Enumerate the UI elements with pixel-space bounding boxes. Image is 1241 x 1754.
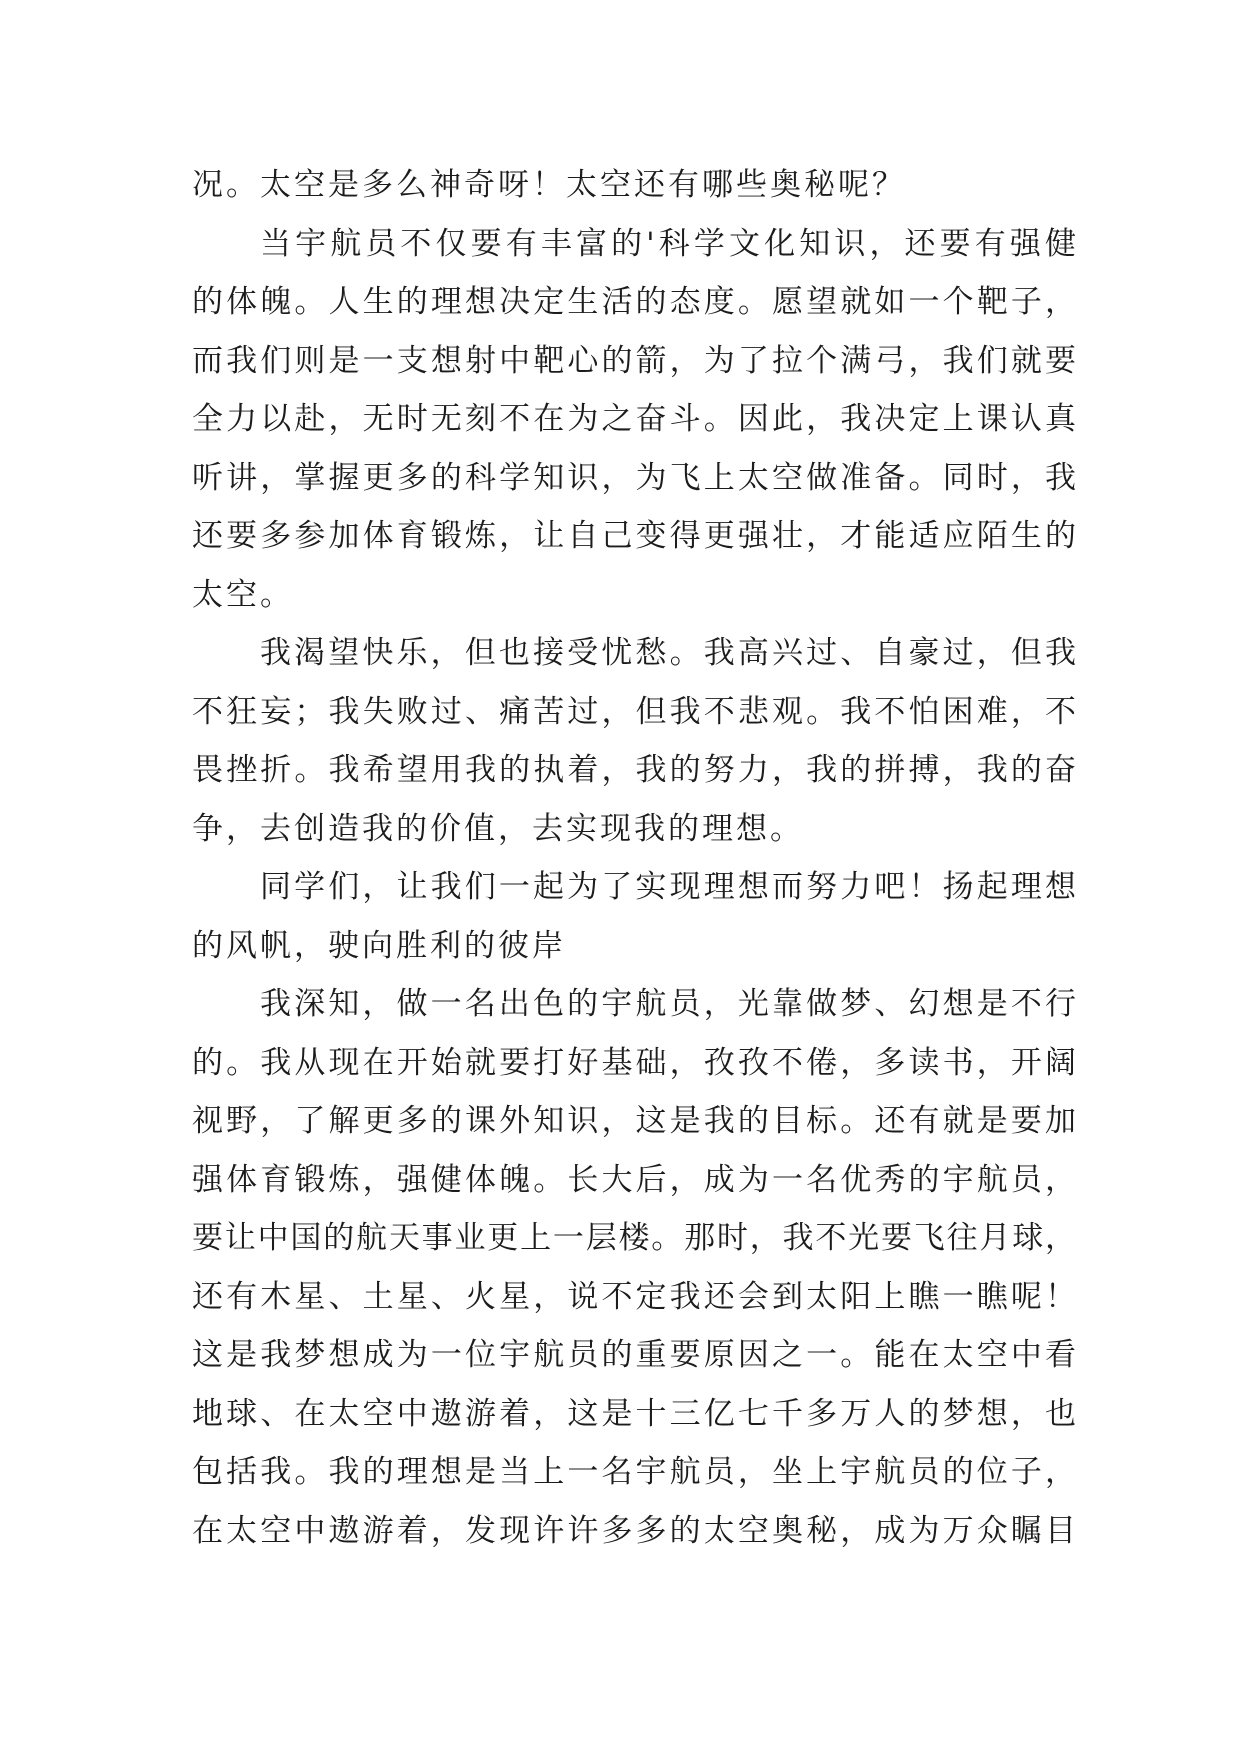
text-line: 还要多参加体育锻炼，让自己变得更强壮，才能适应陌生的 [192, 518, 1076, 554]
text-line: 还有木星、土星、火星，说不定我还会到太阳上瞧一瞧呢！ [192, 1278, 1076, 1315]
text-line: 的体魄。人生的理想决定生活的态度。愿望就如一个靶子， [192, 284, 1076, 320]
text-line: 的。我从现在开始就要打好基础，孜孜不倦，多读书，开阔 [192, 1044, 1076, 1081]
text-line: 在太空中遨游着，发现许许多多的太空奥秘，成为万众瞩目 [192, 1512, 1076, 1549]
text-line: 强体育锻炼，强健体魄。长大后，成为一名优秀的宇航员， [192, 1161, 1076, 1198]
text-line: 的风帆，驶向胜利的彼岸 [192, 927, 566, 964]
text-line: 同学们，让我们一起为了实现理想而努力吧！扬起理想 [260, 869, 1076, 905]
text-line: 包括我。我的理想是当上一名宇航员，坐上宇航员的位子， [192, 1454, 1076, 1490]
text-line: 这是我梦想成为一位宇航员的重要原因之一。能在太空中看 [192, 1337, 1076, 1373]
text-line: 我深知，做一名出色的宇航员，光靠做梦、幻想是不行 [260, 986, 1076, 1022]
paragraph [192, 975, 1076, 1560]
text-line: 当宇航员不仅要有丰富的'科学文化知识，还要有强健 [260, 225, 1076, 262]
text-line: 争，去创造我的价值，去实现我的理想。 [192, 810, 804, 847]
text-line: 我渴望快乐，但也接受忧愁。我高兴过、自豪过，但我 [260, 635, 1076, 671]
text-line: 视野，了解更多的课外知识，这是我的目标。还有就是要加 [192, 1103, 1076, 1139]
text-line: 听讲，掌握更多的科学知识，为飞上太空做准备。同时，我 [192, 459, 1076, 496]
text-line: 要让中国的航天事业更上一层楼。那时，我不光要飞往月球， [192, 1220, 1076, 1256]
text-line: 不狂妄；我失败过、痛苦过，但我不悲观。我不怕困难，不 [192, 693, 1076, 730]
paragraph [192, 156, 1076, 215]
text-line: 太空。 [192, 576, 294, 613]
text-line: 地球、在太空中遨游着，这是十三亿七千多万人的梦想，也 [192, 1395, 1076, 1432]
document-body [192, 156, 1076, 1560]
paragraph [192, 215, 1076, 625]
text-line: 畏挫折。我希望用我的执着，我的努力，我的拼搏，我的奋 [192, 752, 1076, 788]
text-line: 而我们则是一支想射中靶心的箭，为了拉个满弓，我们就要 [192, 342, 1076, 379]
text-line: 况。太空是多么神奇呀！太空还有哪些奥秘呢？ [192, 167, 906, 203]
paragraph [192, 858, 1076, 975]
paragraph [192, 624, 1076, 858]
text-line: 全力以赴，无时无刻不在为之奋斗。因此，我决定上课认真 [192, 401, 1076, 437]
